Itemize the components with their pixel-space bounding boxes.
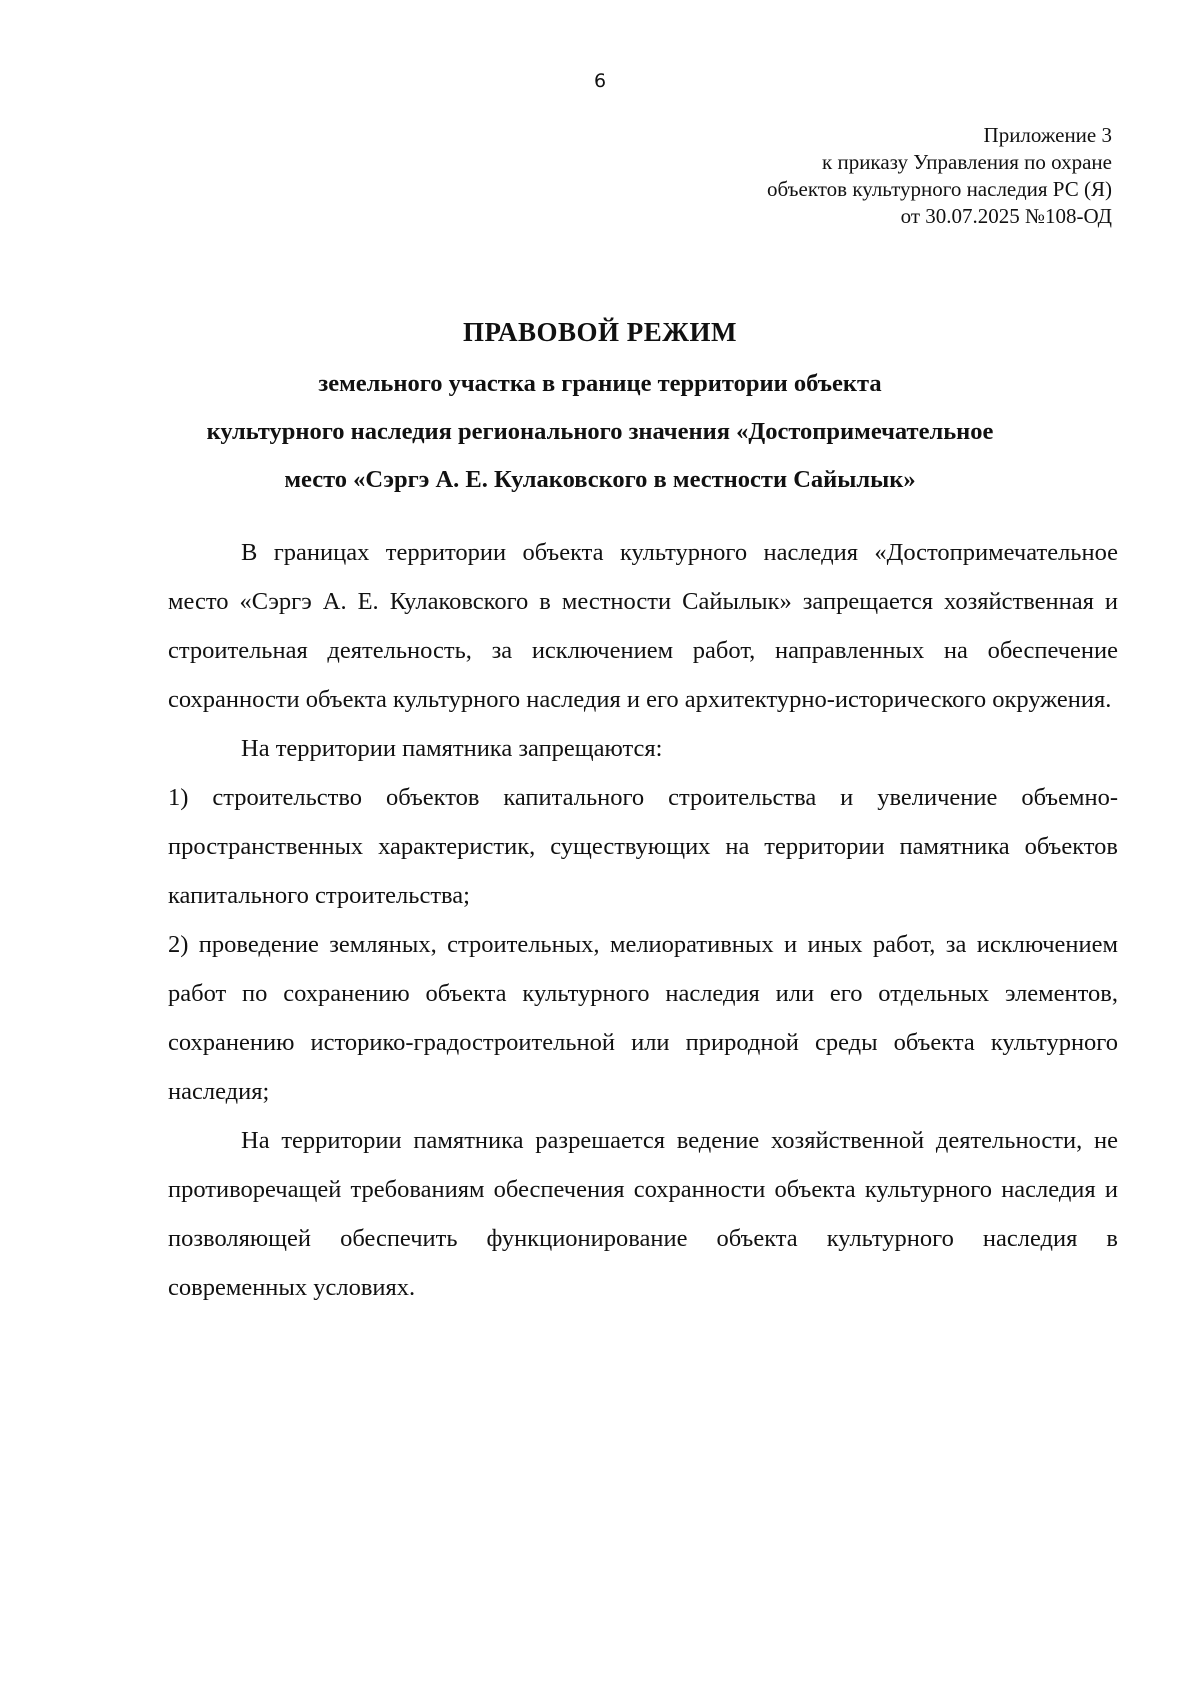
document-body — [168, 528, 1118, 1312]
appendix-line-3: объектов культурного наследия РС (Я) — [767, 177, 1112, 201]
appendix-reference — [552, 122, 1112, 230]
prohibition-item-1: 1) строительство объектов капитального строительства и увеличение объемно-пространственных характеристик, существующих на территории памятника объектов капитального строительства; — [168, 784, 1118, 909]
appendix-line-2: к приказу Управления по охране — [822, 150, 1112, 174]
body-paragraph-2: На территории памятника запрещаются: — [241, 735, 663, 762]
appendix-line-4: от 30.07.2025 №108-ОД — [900, 204, 1112, 228]
document-subtitle-line-1: земельного участка в границе территории объекта — [318, 370, 882, 397]
document-subtitle-line-3: место «Сэргэ А. Е. Кулаковского в местности Сайылык» — [284, 466, 916, 493]
page-number: 6 — [593, 70, 607, 92]
prohibition-item-2: 2) проведение земляных, строительных, мелиоративных и иных работ, за исключением работ по сохранению объекта культурного наследия или его отдельных элементов, сохранению историко-градостроительной или природной среды объекта культурного наследия; — [168, 931, 1118, 1105]
document-subtitle-line-2: культурного наследия регионального значения «Достопримечательное — [206, 418, 994, 445]
body-paragraph-3: На территории памятника разрешается ведение хозяйственной деятельности, не противоречащей требованиям обеспечения сохранности объекта культурного наследия и позволяющей обеспечить функционирование объекта культурного наследия в современных условиях. — [168, 1127, 1118, 1301]
document-title: ПРАВОВОЙ РЕЖИМ — [463, 317, 737, 347]
document-title-block — [140, 312, 1060, 504]
appendix-line-1: Приложение 3 — [983, 123, 1112, 147]
body-paragraph-1: В границах территории объекта культурного наследия «Достопримечательное место «Сэргэ А. Е. Кулаковского в местности Сайылык» запрещается хозяйственная и строительная деятельность, за исключением работ, направленных на обеспечение сохранности объекта культурного наследия и его архитектурно-исторического окружения. — [168, 539, 1118, 713]
